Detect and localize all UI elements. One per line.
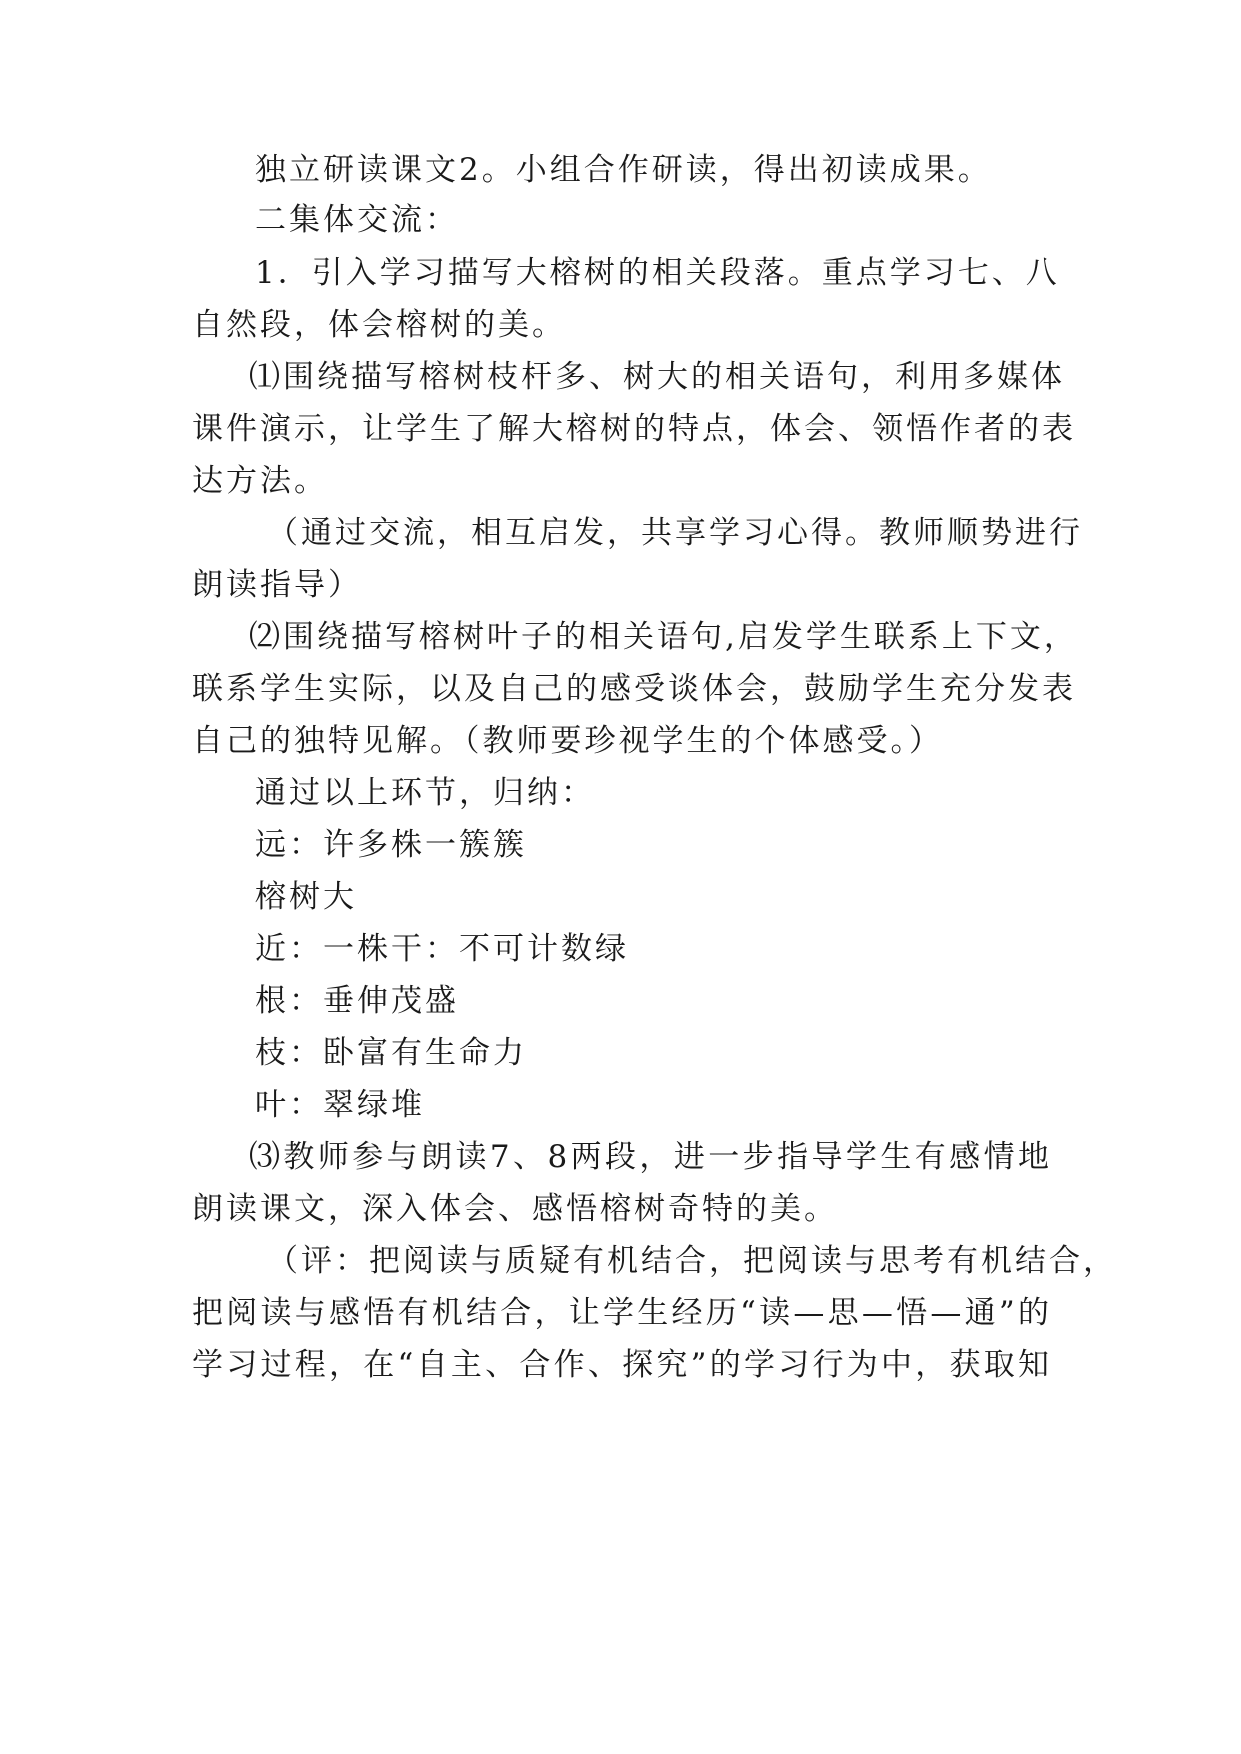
paragraph-line: 学习过程，在“自主、合作、探究”的学习行为中，获取知: [192, 1347, 1052, 1383]
paragraph-line: 独立研读课文2。小组合作研读，得出初读成果。: [255, 152, 992, 188]
paragraph-line: 自然段，体会榕树的美。: [192, 307, 566, 343]
paragraph-line: 朗读指导）: [192, 567, 362, 603]
paragraph-line: 联系学生实际，以及自己的感受谈体会，鼓励学生充分发表: [192, 671, 1076, 707]
summary-line: 近：一株干：不可计数绿: [255, 931, 629, 967]
paragraph-line: ⑵围绕描写榕树叶子的相关语句,启发学生联系上下文，: [249, 619, 1078, 655]
paragraph-line: （通过交流，相互启发，共享学习心得。教师顺势进行: [267, 515, 1083, 551]
summary-line: 叶：翠绿堆: [255, 1087, 425, 1123]
paragraph-line: 课件演示，让学生了解大榕树的特点，体会、领悟作者的表: [192, 411, 1076, 447]
section-heading: 二集体交流：: [255, 202, 459, 238]
paragraph-line: 1．引入学习描写大榕树的相关段落。重点学习七、八: [255, 255, 1060, 291]
summary-line: 枝：卧富有生命力: [255, 1035, 527, 1071]
paragraph-line: 把阅读与感悟有机结合，让学生经历“读—思—悟—通”的: [192, 1295, 1052, 1331]
summary-line: 远：许多株一簇簇: [255, 827, 527, 863]
paragraph-line: 达方法。: [192, 463, 328, 499]
paragraph-line: ⑴围绕描写榕树枝杆多、树大的相关语句，利用多媒体: [249, 359, 1065, 395]
paragraph-line: 自己的独特见解。（教师要珍视学生的个体感受。）: [192, 723, 943, 759]
paragraph-line: （评：把阅读与质疑有机结合，把阅读与思考有机结合，: [267, 1243, 1117, 1279]
paragraph-line: 朗读课文，深入体会、感悟榕树奇特的美。: [192, 1191, 838, 1227]
summary-line: 根：垂伸茂盛: [255, 983, 459, 1019]
summary-line: 榕树大: [255, 879, 357, 915]
paragraph-line: ⑶教师参与朗读7、8两段，进一步指导学生有感情地: [249, 1139, 1052, 1175]
paragraph-line: 通过以上环节，归纳：: [255, 775, 595, 811]
